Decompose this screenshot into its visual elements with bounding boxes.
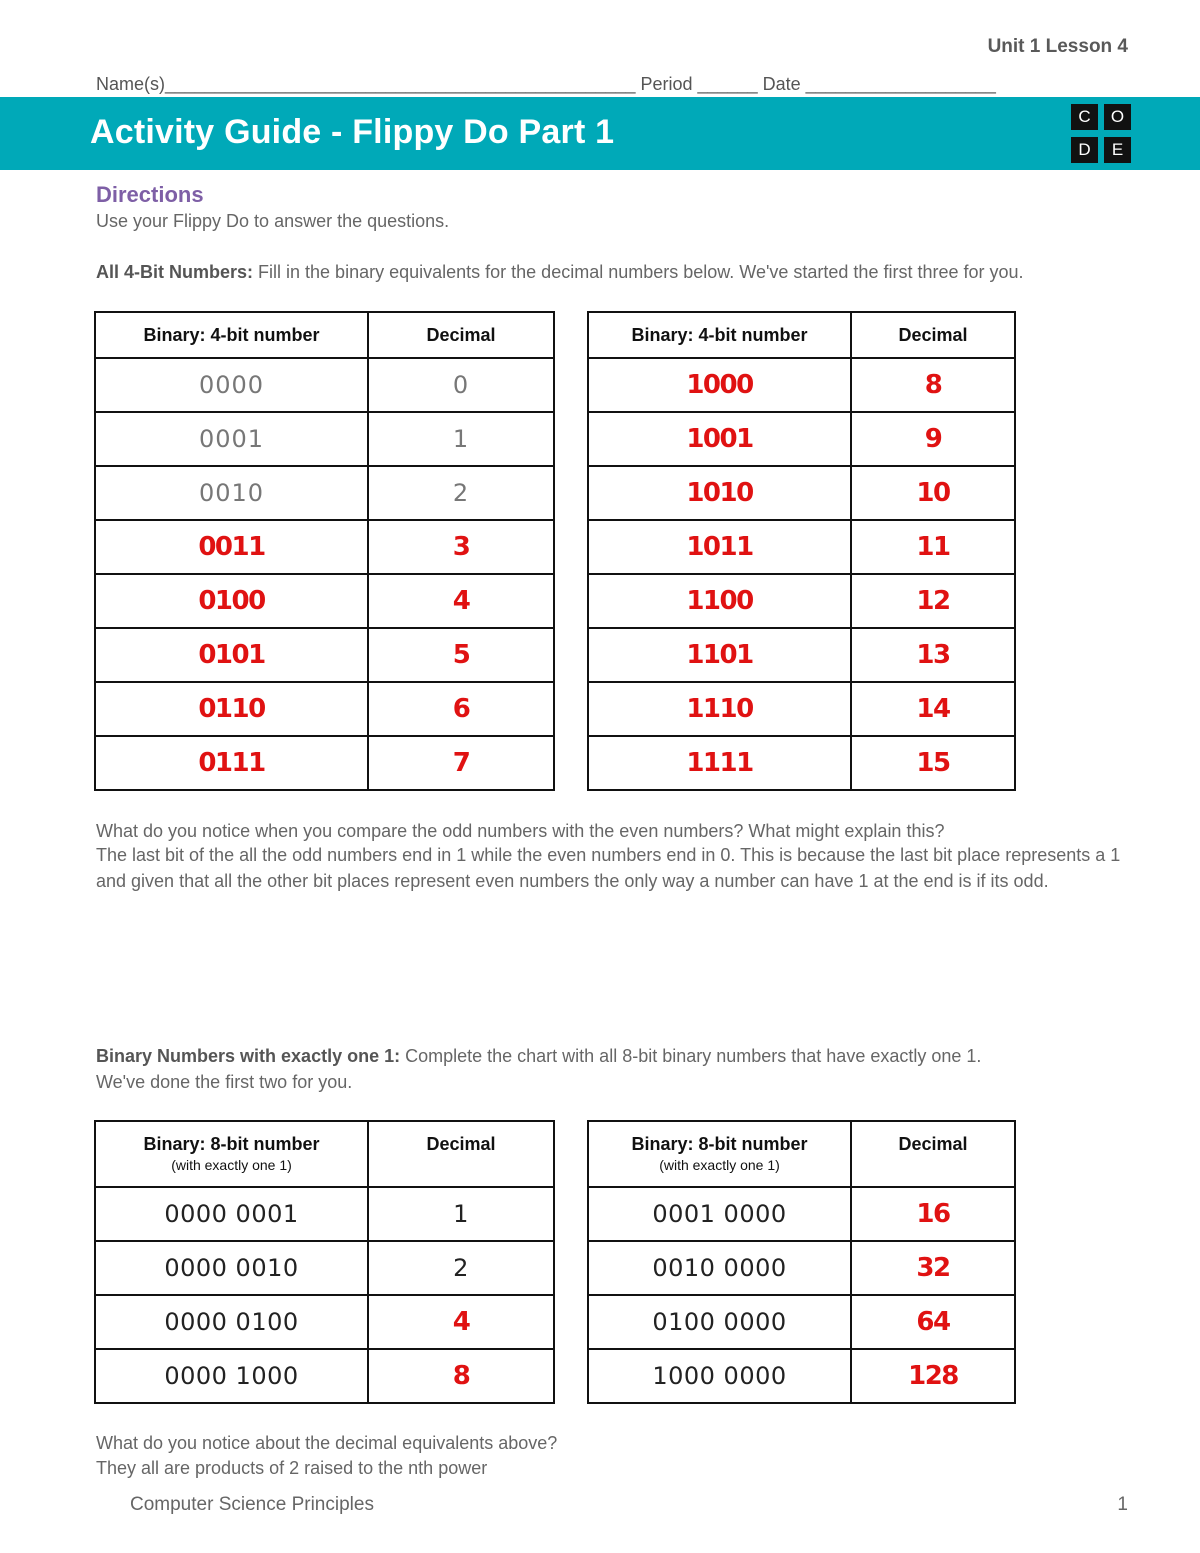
table-row bbox=[588, 358, 1015, 412]
column-header-binary bbox=[588, 1121, 851, 1187]
table-row bbox=[95, 574, 554, 628]
table-row bbox=[588, 682, 1015, 736]
binary-cell: 0001 bbox=[95, 412, 368, 466]
binary-answer-cell: 1101 bbox=[588, 628, 851, 682]
table-row bbox=[95, 1349, 554, 1403]
table-row bbox=[588, 1295, 1015, 1349]
table-row bbox=[95, 1241, 554, 1295]
table-row bbox=[588, 1349, 1015, 1403]
decimal-answer-cell: 5 bbox=[368, 628, 554, 682]
table-row bbox=[95, 466, 554, 520]
logo-letter-c: C bbox=[1071, 104, 1098, 130]
section2-answer: They all are products of 2 raised to the nth power bbox=[96, 1458, 488, 1478]
binary-answer-cell: 0011 bbox=[95, 520, 368, 574]
decimal-answer-cell: 12 bbox=[851, 574, 1015, 628]
table-row bbox=[588, 574, 1015, 628]
binary-answer-cell: 0101 bbox=[95, 628, 368, 682]
table-row bbox=[95, 358, 554, 412]
column-header-binary-sub: (with exactly one 1) bbox=[171, 1157, 292, 1173]
binary-cell: 0010 bbox=[95, 466, 368, 520]
section1-instructions bbox=[96, 260, 1136, 286]
binary-answer-cell: 1111 bbox=[588, 736, 851, 790]
column-header-binary: Binary: 4-bit number bbox=[588, 312, 851, 358]
binary-answer-cell: 0100 bbox=[95, 574, 368, 628]
table-row bbox=[95, 412, 554, 466]
section2-label: Binary Numbers with exactly one 1: bbox=[96, 1046, 401, 1066]
table-row bbox=[588, 1241, 1015, 1295]
binary-answer-cell: 1010 bbox=[588, 466, 851, 520]
page-title: Activity Guide - Flippy Do Part 1 bbox=[90, 113, 615, 151]
decimal-answer-cell: 10 bbox=[851, 466, 1015, 520]
directions-heading: Directions bbox=[96, 182, 204, 207]
logo-letter-e: E bbox=[1104, 137, 1131, 163]
table-row bbox=[588, 466, 1015, 520]
decimal-answer-cell: 6 bbox=[368, 682, 554, 736]
column-header-binary-sub: (with exactly one 1) bbox=[659, 1157, 780, 1173]
binary-cell: 0000 bbox=[95, 358, 368, 412]
table-row bbox=[95, 1187, 554, 1241]
decimal-answer-cell: 8 bbox=[851, 358, 1015, 412]
decimal-cell: 2 bbox=[368, 466, 554, 520]
section1-text: Fill in the binary equivalents for the decimal numbers below. We've started the first three for you. bbox=[253, 262, 1024, 282]
decimal-cell: 0 bbox=[368, 358, 554, 412]
four-bit-table-right bbox=[587, 311, 1016, 791]
decimal-answer-cell: 7 bbox=[368, 736, 554, 790]
binary-cell: 0100 0000 bbox=[588, 1295, 851, 1349]
column-header-decimal: Decimal bbox=[368, 312, 554, 358]
decimal-cell: 2 bbox=[368, 1241, 554, 1295]
logo-letter-o: O bbox=[1104, 104, 1131, 130]
section1-question: What do you notice when you compare the odd numbers with the even numbers? What might explain this? bbox=[96, 821, 945, 841]
section2-text-line2: We've done the first two for you. bbox=[96, 1071, 353, 1092]
footer-page-number: 1 bbox=[1117, 1494, 1128, 1515]
unit-lesson-label: Unit 1 Lesson 4 bbox=[987, 36, 1128, 57]
table-row bbox=[95, 682, 554, 736]
column-header-decimal: Decimal bbox=[851, 1121, 1015, 1187]
section1-answer: The last bit of the all the odd numbers end in 1 while the even numbers end in 0. This is because the last bit place represents a 1 and given that all the other bit places represent even numbers the only way a number can have 1 at the end is if its odd. bbox=[96, 845, 1121, 891]
eight-bit-table-right bbox=[587, 1120, 1016, 1404]
table-row bbox=[588, 736, 1015, 790]
decimal-cell: 1 bbox=[368, 1187, 554, 1241]
section1-label: All 4-Bit Numbers: bbox=[96, 262, 254, 282]
decimal-answer-cell: 11 bbox=[851, 520, 1015, 574]
decimal-answer-cell: 32 bbox=[851, 1241, 1015, 1295]
table-row bbox=[95, 736, 554, 790]
table-row bbox=[95, 1295, 554, 1349]
binary-cell: 0010 0000 bbox=[588, 1241, 851, 1295]
footer-course-name: Computer Science Principles bbox=[130, 1494, 374, 1515]
section2-question: What do you notice about the decimal equivalents above? bbox=[96, 1433, 558, 1453]
decimal-answer-cell: 15 bbox=[851, 736, 1015, 790]
decimal-answer-cell: 4 bbox=[368, 1295, 554, 1349]
column-header-binary bbox=[95, 1121, 368, 1187]
directions-text: Use your Flippy Do to answer the questions. bbox=[96, 211, 450, 231]
table-row bbox=[95, 628, 554, 682]
binary-answer-cell: 1001 bbox=[588, 412, 851, 466]
decimal-answer-cell: 128 bbox=[851, 1349, 1015, 1403]
decimal-answer-cell: 3 bbox=[368, 520, 554, 574]
table-row bbox=[95, 520, 554, 574]
section2-instructions bbox=[96, 1044, 1136, 1095]
decimal-answer-cell: 4 bbox=[368, 574, 554, 628]
binary-answer-cell: 1100 bbox=[588, 574, 851, 628]
code-logo bbox=[1071, 104, 1135, 164]
binary-cell: 0000 0010 bbox=[95, 1241, 368, 1295]
table-row bbox=[588, 520, 1015, 574]
column-header-binary-label: Binary: 8-bit number bbox=[143, 1134, 320, 1154]
name-period-date-line: Name(s)_______________________________________________ Period ______ Date ___________________ bbox=[96, 74, 996, 94]
binary-cell: 0000 0001 bbox=[95, 1187, 368, 1241]
column-header-binary-label: Binary: 8-bit number bbox=[631, 1134, 808, 1154]
decimal-answer-cell: 13 bbox=[851, 628, 1015, 682]
table-row bbox=[588, 1187, 1015, 1241]
decimal-answer-cell: 14 bbox=[851, 682, 1015, 736]
column-header-binary: Binary: 4-bit number bbox=[95, 312, 368, 358]
decimal-answer-cell: 8 bbox=[368, 1349, 554, 1403]
section2-text: Complete the chart with all 8-bit binary numbers that have exactly one 1. bbox=[400, 1046, 982, 1066]
binary-answer-cell: 0110 bbox=[95, 682, 368, 736]
binary-answer-cell: 0111 bbox=[95, 736, 368, 790]
table-row bbox=[588, 412, 1015, 466]
binary-cell: 1000 0000 bbox=[588, 1349, 851, 1403]
eight-bit-table-left bbox=[94, 1120, 555, 1404]
binary-cell: 0000 1000 bbox=[95, 1349, 368, 1403]
binary-answer-cell: 1110 bbox=[588, 682, 851, 736]
decimal-cell: 1 bbox=[368, 412, 554, 466]
column-header-decimal: Decimal bbox=[851, 312, 1015, 358]
table-row bbox=[588, 628, 1015, 682]
binary-cell: 0001 0000 bbox=[588, 1187, 851, 1241]
decimal-answer-cell: 64 bbox=[851, 1295, 1015, 1349]
four-bit-table-left bbox=[94, 311, 555, 791]
binary-answer-cell: 1000 bbox=[588, 358, 851, 412]
decimal-answer-cell: 9 bbox=[851, 412, 1015, 466]
column-header-decimal: Decimal bbox=[368, 1121, 554, 1187]
binary-answer-cell: 1011 bbox=[588, 520, 851, 574]
decimal-answer-cell: 16 bbox=[851, 1187, 1015, 1241]
binary-cell: 0000 0100 bbox=[95, 1295, 368, 1349]
logo-letter-d: D bbox=[1071, 137, 1098, 163]
